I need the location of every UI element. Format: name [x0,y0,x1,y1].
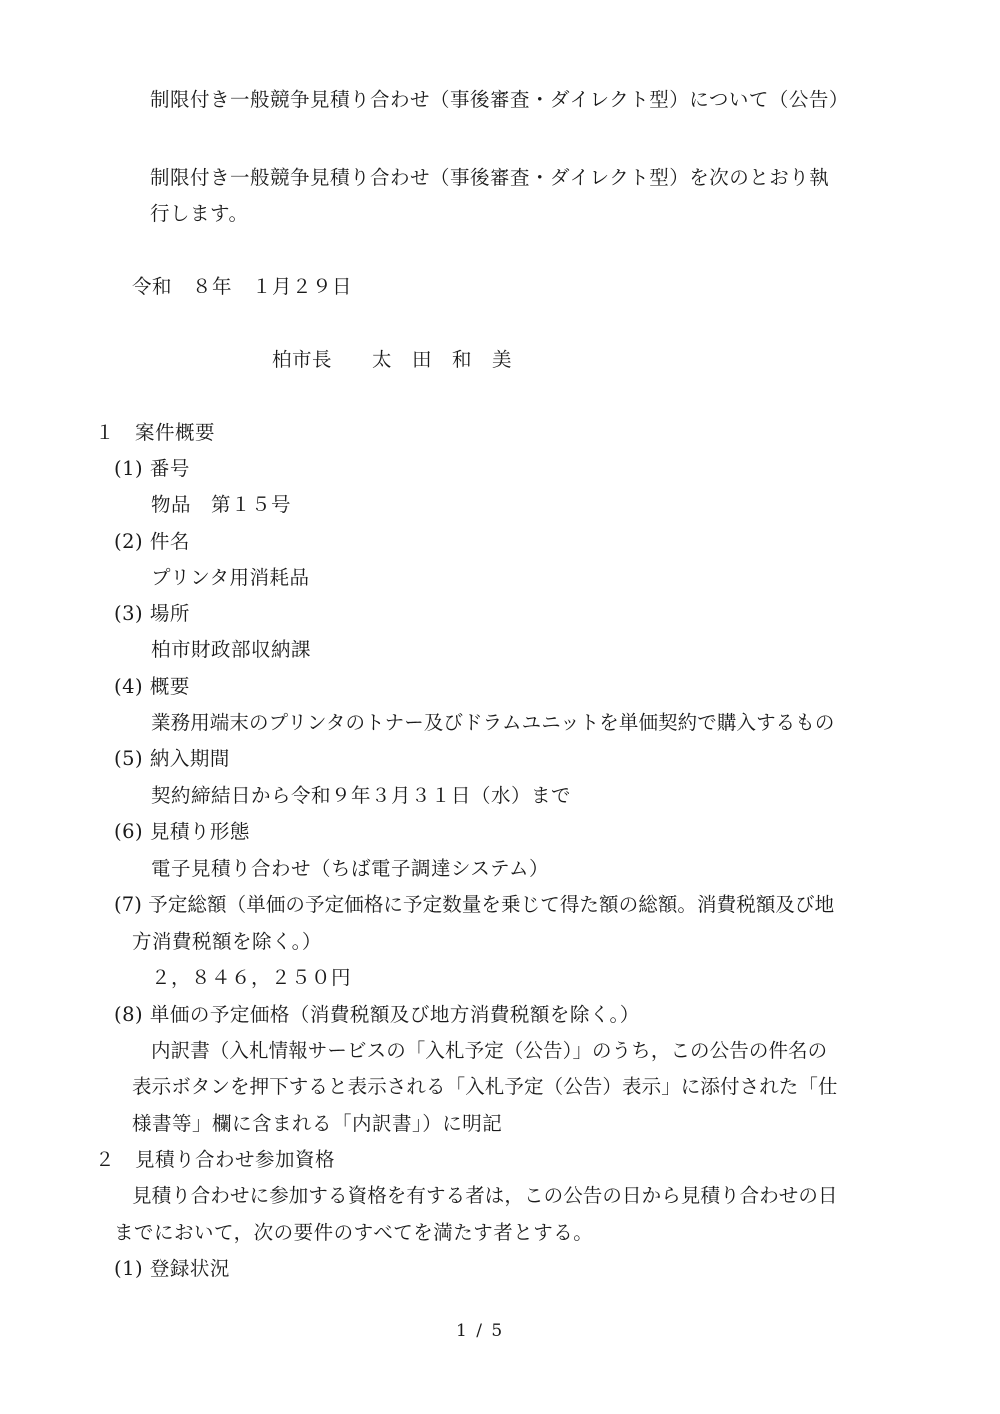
section-title: 案件概要 [135,421,216,444]
section-heading [95,1146,335,1174]
item-value: 業務用端末のプリンタのトナー及びドラムユニットを単価契約で購入するもの [151,711,835,734]
page-number: 1 / 5 [456,1321,505,1341]
intro-text-cont: 行します。 [150,202,249,225]
item-heading [114,600,190,628]
item-value: プリンタ用消耗品 [151,566,310,589]
item-label: 件名 [149,530,190,553]
item-heading [114,818,250,846]
section-title: 見積り合わせ参加資格 [135,1148,336,1171]
item-number: (4) [114,675,144,698]
item-value-cont: 様書等」欄に含まれる「内訳書」）に明記 [132,1112,503,1135]
issuer-name: 柏市長 太 田 和 美 [272,348,513,371]
notice-date: 令和 ８年 １月２９日 [132,275,353,298]
item-number: (2) [114,530,144,553]
item-label: 納入期間 [149,747,230,770]
item-heading [114,745,230,773]
item-value: 契約締結日から令和９年３月３１日（水）まで [151,784,572,807]
item-value: 柏市財政部収納課 [151,638,312,661]
item-heading [114,673,190,701]
item-heading [114,528,190,556]
item-value-amount: ２，８４６，２５０円 [151,966,352,989]
item-heading [114,1255,230,1283]
item-label: 単価の予定価格（消費税額及び地方消費税額を除く。） [149,1003,640,1026]
item-number: (6) [114,820,144,843]
item-number: (5) [114,747,144,770]
item-number: (7) [114,893,142,916]
item-number: (8) [114,1003,144,1026]
item-label: 登録状況 [149,1257,230,1280]
intro-text: 制限付き一般競争見積り合わせ（事後審査・ダイレクト型）を次のとおり執 [150,166,830,189]
section-heading [95,419,215,447]
section-number: ２ [95,1148,116,1171]
item-heading [114,1001,640,1029]
item-heading [114,455,190,483]
item-label: 見積り形態 [149,820,250,843]
item-label: 予定総額（単価の予定価格に予定数量を乗じて得た額の総額。消費税額及び地 [148,893,835,916]
item-number: (1) [114,1257,144,1280]
item-label: 場所 [149,602,190,625]
item-label: 番号 [149,457,190,480]
section-body: 見積り合わせに参加する資格を有する者は，この公告の日から見積り合わせの日 [132,1184,838,1207]
section-number: １ [95,421,116,444]
item-number: (1) [114,457,144,480]
item-heading [114,891,834,919]
item-label-cont: 方消費税額を除く。） [132,930,322,953]
item-value-cont: 表示ボタンを押下すると表示される「入札予定（公告）表示」に添付された「仕 [132,1075,838,1098]
section-body-cont: までにおいて，次の要件のすべてを満たす者とする。 [114,1221,594,1244]
item-value: 物品 第１５号 [151,493,292,516]
item-value: 電子見積り合わせ（ちば電子調達システム） [151,857,550,880]
notice-title: 制限付き一般競争見積り合わせ（事後審査・ダイレクト型）について（公告） [150,88,849,111]
item-value: 内訳書（入札情報サービスの「入札予定（公告）」のうち，この公告の件名の [151,1039,828,1062]
item-label: 概要 [149,675,190,698]
item-number: (3) [114,602,144,625]
